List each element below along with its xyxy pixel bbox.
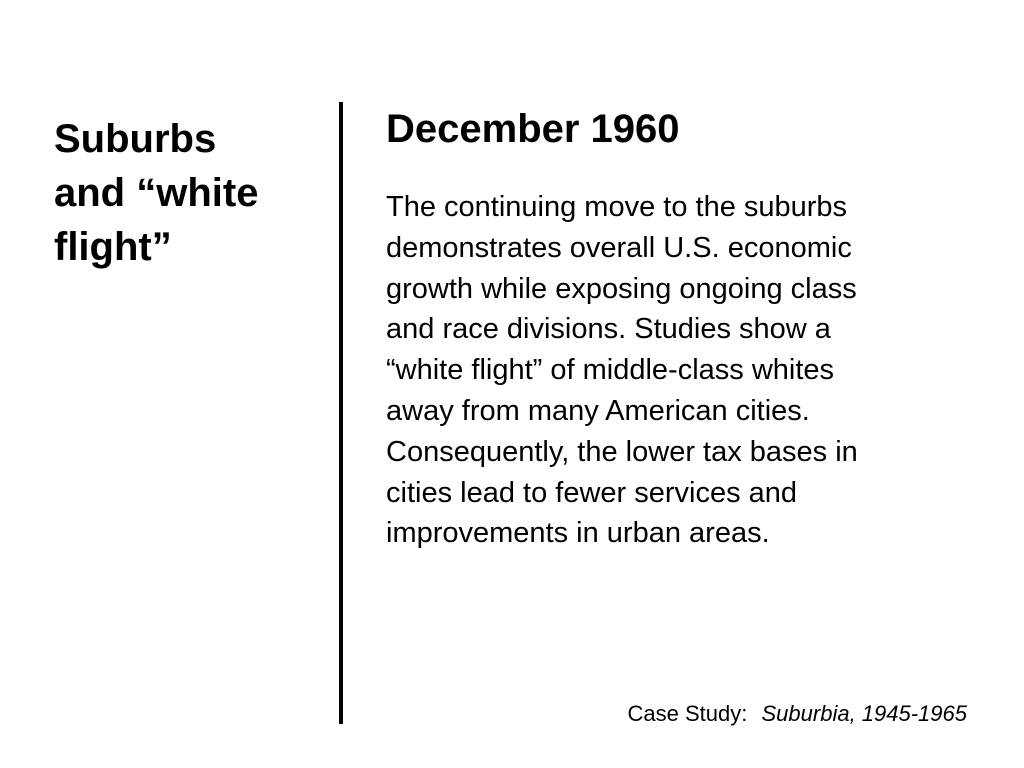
body-paragraph: The continuing move to the suburbs demonstrates overall U.S. economic growth while exposing ongoing class and race divisions. Studies show a “white flight” of middle-class whites away from many American cities. Consequently, the lower tax bases in cities lead to fewer services and improvements in urban areas. [386, 191, 858, 550]
side-title: Suburbs and “white flight” [54, 117, 259, 269]
date-heading: December 1960 [386, 107, 680, 151]
case-study-title: Suburbia, 1945-1965 [761, 701, 967, 726]
case-study-footer [628, 700, 967, 728]
vertical-divider [339, 102, 343, 724]
case-study-label: Case Study: [627, 701, 748, 726]
